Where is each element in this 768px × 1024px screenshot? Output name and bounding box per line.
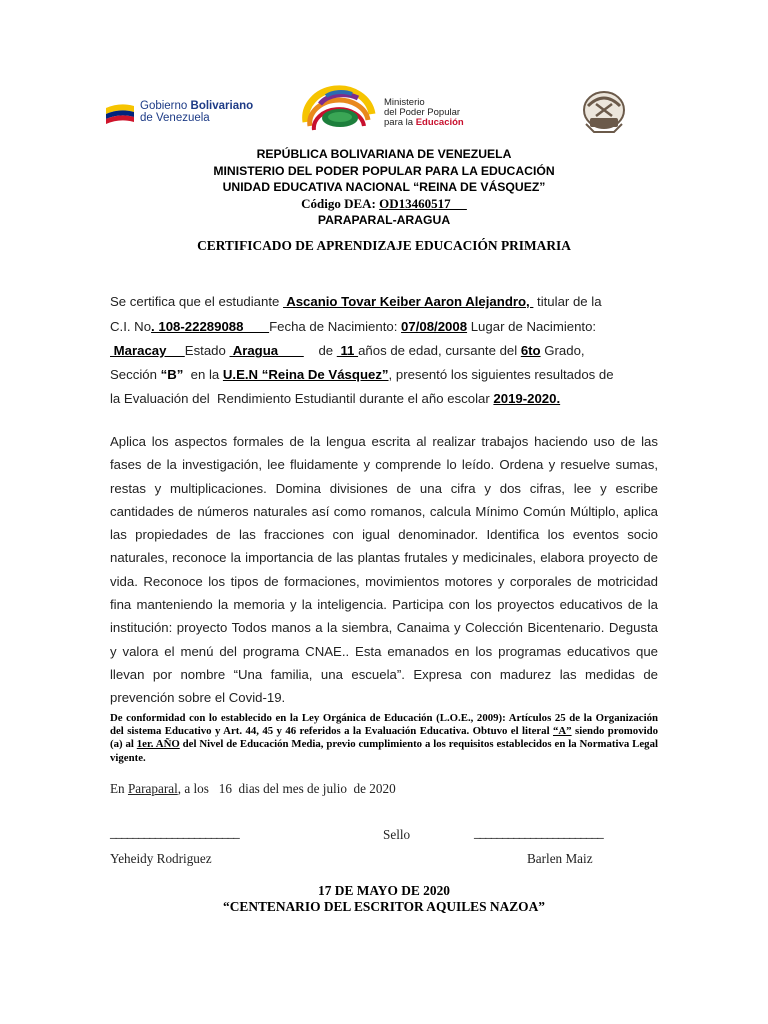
student-section: “B”	[160, 367, 184, 382]
header-location: PARAPARAL-ARAGUA	[317, 213, 451, 227]
student-ci: . 108-22289088	[151, 319, 270, 334]
birth-state: Aragua	[229, 343, 304, 358]
footer-motto: “CENTENARIO DEL ESCRITOR AQUILES NAZOA”	[223, 899, 545, 914]
ministry-logo-text: Ministerio del Poder Popular para la Educación	[384, 97, 464, 128]
gobierno-logo-text: Gobierno Bolivariano de Venezuela	[140, 100, 254, 124]
school-year: 2019-2020.	[493, 391, 561, 406]
cert-line-5: la Evaluación del Rendimiento Estudiantil durante el año escolar 2019-2020.	[110, 391, 561, 406]
school-name: U.E.N “Reina De Vásquez”	[222, 367, 389, 382]
achievements-paragraph: Aplica los aspectos formales de la lengua escrita al realizar trabajos haciendo uso de las fases de la investigación, lee fluidamente y comprende lo leído. Ordena y resuelve sumas, restas y multiplicaciones. Domina divisiones de una cifra y dos cifras, lee y escribe cantidades de números naturales así como romanos, calcula Mínimo Común Múltiplo, aplica las propiedades de las fracciones con igual denominador. Identifica los eventos socio naturales, reconoce la importancia de las plantas frutales y medicinales, elabora proyecto de vida. Reconoce los tipos de formaciones, movimientos motores y corporales de motricidad fina manteniendo la memoria y la inteligencia. Participa con los proyectos educativos de la institución: proyecto Todos manos a la siembra, Canaima y Colección Bicentenario. Degusta y valora el menú del programa CNAE.. Esta emanados en los programas educativos que llevan por nombre “Una familia, una escuela”. Expresa con madurez las medidas de prevención sobre el Covid-19.	[110, 434, 658, 706]
promoted-level: 1er. AÑO	[136, 738, 180, 751]
student-name: Ascanio Tovar Keiber Aaron Alejandro,	[283, 294, 534, 309]
birth-place: Maracay	[110, 343, 185, 358]
certificate-title: CERTIFICADO DE APRENDIZAJE EDUCACIÓN PRIMARIA	[197, 238, 571, 253]
cert-line-2: C.I. No. 108-22289088 Fecha de Nacimiento: 07/08/2008 Lugar de Nacimiento:	[110, 319, 597, 334]
header-republic: REPÚBLICA BOLIVARIANA DE VENEZUELA	[256, 147, 512, 161]
signature-line-right: _______________________	[474, 825, 603, 840]
legal-paragraph: De conformidad con lo establecido en la Ley Orgánica de Educación (L.O.E., 2009): Artículos 25 de la Organización del sistema Educativo y Art. 44, 45 y 46 referidos a la Evaluación Educativa. Obtuvo el literal “A” siendo promovido (a) al 1er. AÑO del Nivel de Educación Media, previo cumplimiento a los requisitos establecidos en la Normativa Legal vigente.	[110, 712, 658, 764]
student-grade: 6to	[520, 343, 541, 358]
header-school: UNIDAD EDUCATIVA NACIONAL “REINA DE VÁSQUEZ”	[222, 180, 546, 194]
seal-label: Sello	[383, 827, 411, 842]
student-age: 11	[336, 343, 359, 358]
cert-line-4: Sección “B” en la U.E.N “Reina De Vásquez”, presentó los siguientes resultados de	[110, 367, 614, 382]
grade-literal: “A”	[552, 725, 572, 738]
venezuela-flag-icon	[104, 102, 136, 124]
footer-date: 17 DE MAYO DE 2020	[318, 883, 450, 898]
signature-line-left: _______________________	[110, 825, 239, 840]
ministry-emblem-icon	[300, 84, 378, 144]
cert-line-3: Maracay Estado Aragua de 11 años de edad, cursante del 6to Grado,	[110, 343, 585, 358]
signer-right-name: Barlen Maiz	[527, 851, 593, 866]
school-emblem-icon	[578, 88, 630, 136]
header-ministry: MINISTERIO DEL PODER POPULAR PARA LA EDUCACIÓN	[213, 164, 555, 178]
birth-date: 07/08/2008	[401, 319, 468, 334]
header-dea-code: Código DEA: OD13460517	[301, 196, 467, 211]
signer-left-name: Yeheidy Rodriguez	[110, 851, 212, 866]
cert-line-1: Se certifica que el estudiante Ascanio Tovar Keiber Aaron Alejandro, titular de la	[110, 294, 602, 309]
gobierno-bolivariano-logo	[104, 98, 254, 128]
place-date: En Paraparal, a los 16 dias del mes de julio de 2020	[110, 781, 396, 796]
ministerio-educacion-logo	[300, 84, 490, 144]
